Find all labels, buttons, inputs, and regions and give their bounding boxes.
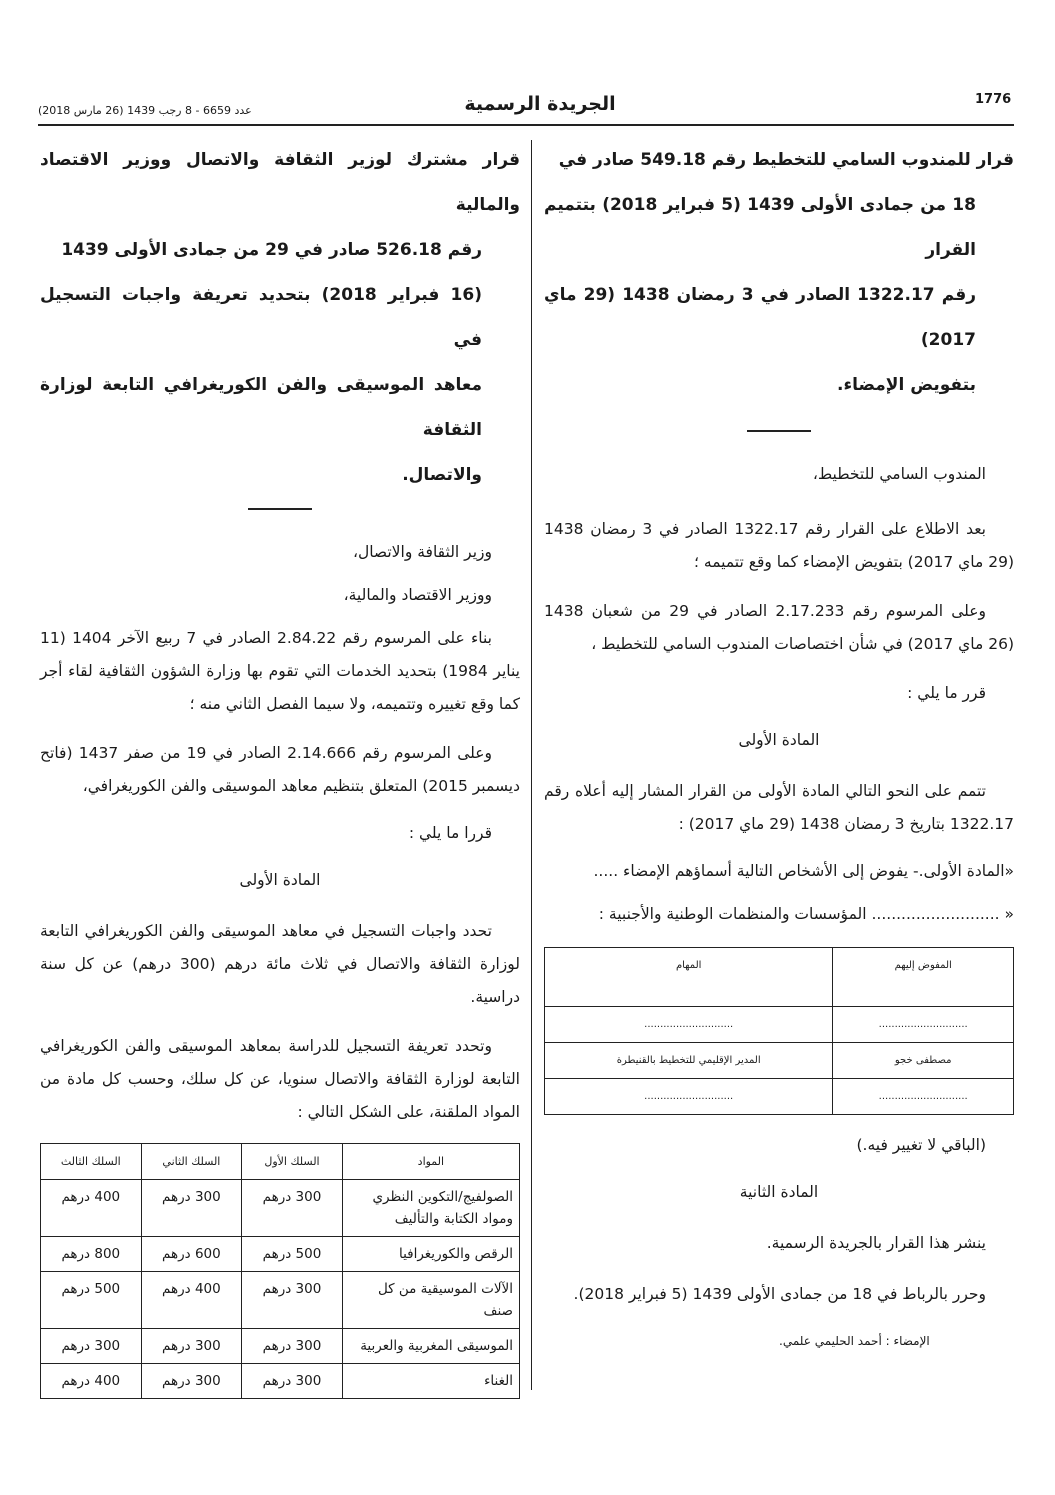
table-row bbox=[41, 1329, 520, 1364]
fees-table bbox=[40, 1143, 520, 1399]
article-text: وتحدد تعريفة التسجيل للدراسة بمعاهد الموسيقى والفن الكوريغرافي التابعة لوزارة الثقافة والاتصال سنويا، عن كل سلك، وحسب كل مادة من المواد الملقنة، على الشكل التالي : bbox=[40, 1037, 520, 1121]
decided-heading: قرر ما يلي : bbox=[907, 684, 986, 702]
preamble-paragraph: وعلى المرسوم رقم 2.14.666 الصادر في 19 من صفر 1437 (فاتح ديسمبر 2015) المتعلق بتنظيم معاهد الموسيقى والفن الكوريغرافي، bbox=[40, 744, 520, 795]
article-text: تحدد واجبات التسجيل في معاهد الموسيقى والفن الكوريغرافي التابعة لوزارة الثقافة والاتصال في ثلاث مائة درهم (300 درهم) عن كل سنة دراسية. bbox=[40, 922, 520, 1006]
table-row bbox=[41, 1180, 520, 1237]
column-header: السلك الأول bbox=[242, 1144, 343, 1180]
table-cell: 400 درهم bbox=[41, 1180, 142, 1237]
table-cell: ............................ bbox=[545, 1007, 833, 1043]
decree-title-joint bbox=[40, 138, 520, 498]
table-row bbox=[545, 1007, 1014, 1043]
right-column bbox=[544, 138, 1014, 1358]
table-cell: 300 درهم bbox=[242, 1329, 343, 1364]
page-number: 1776 bbox=[975, 92, 1012, 107]
issuing-minister: وزير الثقافة والاتصال، bbox=[352, 543, 492, 561]
header-rule bbox=[38, 124, 1014, 126]
table-cell: المدير الإقليمي للتخطيط بالقنيطرة bbox=[545, 1043, 833, 1079]
decree-title-line: رقم 1322.17 الصادر في 3 رمضان 1438 (29 ماي 2017) bbox=[544, 285, 976, 350]
title-separator bbox=[747, 430, 811, 432]
decree-title-line: رقم 526.18 صادر في 29 من جمادى الأولى 1439 bbox=[61, 240, 482, 260]
table-cell: مصطفى خجو bbox=[833, 1043, 1014, 1079]
table-cell: 400 درهم bbox=[41, 1364, 142, 1399]
table-header-row bbox=[545, 948, 1014, 1007]
table-cell: 300 درهم bbox=[242, 1180, 343, 1237]
place-and-date: وحرر بالرباط في 18 من جمادى الأولى 1439 (5 فبراير 2018). bbox=[573, 1285, 986, 1303]
table-cell: 300 درهم bbox=[141, 1329, 242, 1364]
table-cell: 300 درهم bbox=[141, 1180, 242, 1237]
issuing-authority: المندوب السامي للتخطيط، bbox=[812, 465, 986, 483]
remainder-note: (الباقي لا تغيير فيه.) bbox=[856, 1136, 986, 1154]
column-header: السلك الثاني bbox=[141, 1144, 242, 1180]
article-text: ينشر هذا القرار بالجريدة الرسمية. bbox=[766, 1234, 986, 1252]
preamble-paragraph: بناء على المرسوم رقم 2.84.22 الصادر في 7 ربيع الآخر 1404 (11 يناير 1984) بتحديد الخدمات التي تقوم بها وزارة الشؤون الثقافية لقاء أجر كما وقع تغييره وتتميمه، ولا سيما الفصل الثاني منه ؛ bbox=[40, 629, 520, 713]
table-cell: ............................ bbox=[833, 1079, 1014, 1115]
table-row bbox=[41, 1272, 520, 1329]
decree-title-line: بتفويض الإمضاء. bbox=[836, 375, 976, 395]
table-cell: ............................ bbox=[545, 1079, 833, 1115]
table-row bbox=[41, 1364, 520, 1399]
table-cell: 500 درهم bbox=[242, 1237, 343, 1272]
decree-title-high-commissioner bbox=[544, 138, 1014, 408]
quoted-text: «المادة الأولى.- يفوض إلى الأشخاص التالية أسماؤهم الإمضاء ..... bbox=[593, 862, 1014, 880]
table-cell: الصولفيج/التكوين النظري ومواد الكتابة والتأليف bbox=[342, 1180, 519, 1237]
delegation-table bbox=[544, 947, 1014, 1115]
table-cell: 300 درهم bbox=[242, 1364, 343, 1399]
column-header: السلك الثالث bbox=[41, 1144, 142, 1180]
issuing-minister: ووزير الاقتصاد والمالية، bbox=[343, 586, 492, 604]
table-cell: 300 درهم bbox=[242, 1272, 343, 1329]
table-cell: 300 درهم bbox=[41, 1329, 142, 1364]
decree-title-line: قرار للمندوب السامي للتخطيط رقم 549.18 صادر في bbox=[558, 150, 1014, 170]
table-cell: 800 درهم bbox=[41, 1237, 142, 1272]
table-row bbox=[545, 1043, 1014, 1079]
journal-title: الجريدة الرسمية bbox=[464, 93, 616, 115]
table-cell: 500 درهم bbox=[41, 1272, 142, 1329]
left-column bbox=[40, 138, 520, 1399]
table-cell: 300 درهم bbox=[141, 1364, 242, 1399]
table-cell: الغناء bbox=[342, 1364, 519, 1399]
issue-info: عدد 6659 - 8 رجب 1439 (26 مارس 2018) bbox=[38, 104, 252, 117]
table-row bbox=[41, 1237, 520, 1272]
table-cell: 600 درهم bbox=[141, 1237, 242, 1272]
column-divider bbox=[531, 140, 532, 1390]
decree-title-line: والاتصال. bbox=[402, 465, 482, 485]
decree-title-line: معاهد الموسيقى والفن الكوريغرافي التابعة لوزارة الثقافة bbox=[40, 375, 482, 440]
preamble-paragraph: وعلى المرسوم رقم 2.17.233 الصادر في 29 من شعبان 1438 (26 ماي 2017) في شأن اختصاصات المندوب السامي للتخطيط ، bbox=[544, 602, 1014, 653]
table-cell: الآلات الموسيقية من كل صنف bbox=[342, 1272, 519, 1329]
table-cell: الموسيقى المغربية والعربية bbox=[342, 1329, 519, 1364]
column-header: المهام bbox=[545, 948, 833, 1007]
decree-title-line: 18 من جمادى الأولى 1439 (5 فبراير 2018) بتتميم القرار bbox=[544, 195, 976, 260]
article-text: تتمم على النحو التالي المادة الأولى من القرار المشار إليه أعلاه رقم 1322.17 بتاريخ 3 رمضان 1438 (29 ماي 2017) : bbox=[544, 782, 1014, 833]
table-cell: 400 درهم bbox=[141, 1272, 242, 1329]
article-heading: المادة الأولى bbox=[239, 871, 321, 889]
column-header: المفوض إليهم bbox=[833, 948, 1014, 1007]
decided-heading: قررا ما يلي : bbox=[408, 824, 492, 842]
decree-title-line: (16 فبراير 2018) بتحديد تعريفة واجبات التسجيل في bbox=[40, 285, 482, 350]
title-separator bbox=[248, 508, 312, 510]
table-cell: الرقص والكوريغرافيا bbox=[342, 1237, 519, 1272]
article-heading: المادة الثانية bbox=[739, 1183, 819, 1201]
table-header-row bbox=[41, 1144, 520, 1180]
quoted-text: « .......................... المؤسسات والمنظمات الوطنية والأجنبية : bbox=[598, 905, 1014, 923]
signature: الإمضاء : أحمد الحليمي علمي. bbox=[779, 1334, 930, 1348]
table-cell: ............................ bbox=[833, 1007, 1014, 1043]
preamble-paragraph: بعد الاطلاع على القرار رقم 1322.17 الصادر في 3 رمضان 1438 (29 ماي 2017) بتفويض الإمضاء كما وقع تتميمه ؛ bbox=[544, 520, 1014, 571]
column-header: المواد bbox=[342, 1144, 519, 1180]
table-row bbox=[545, 1079, 1014, 1115]
article-heading: المادة الأولى bbox=[738, 731, 820, 749]
decree-title-line: قرار مشترك لوزير الثقافة والاتصال ووزير الاقتصاد والمالية bbox=[40, 150, 520, 215]
